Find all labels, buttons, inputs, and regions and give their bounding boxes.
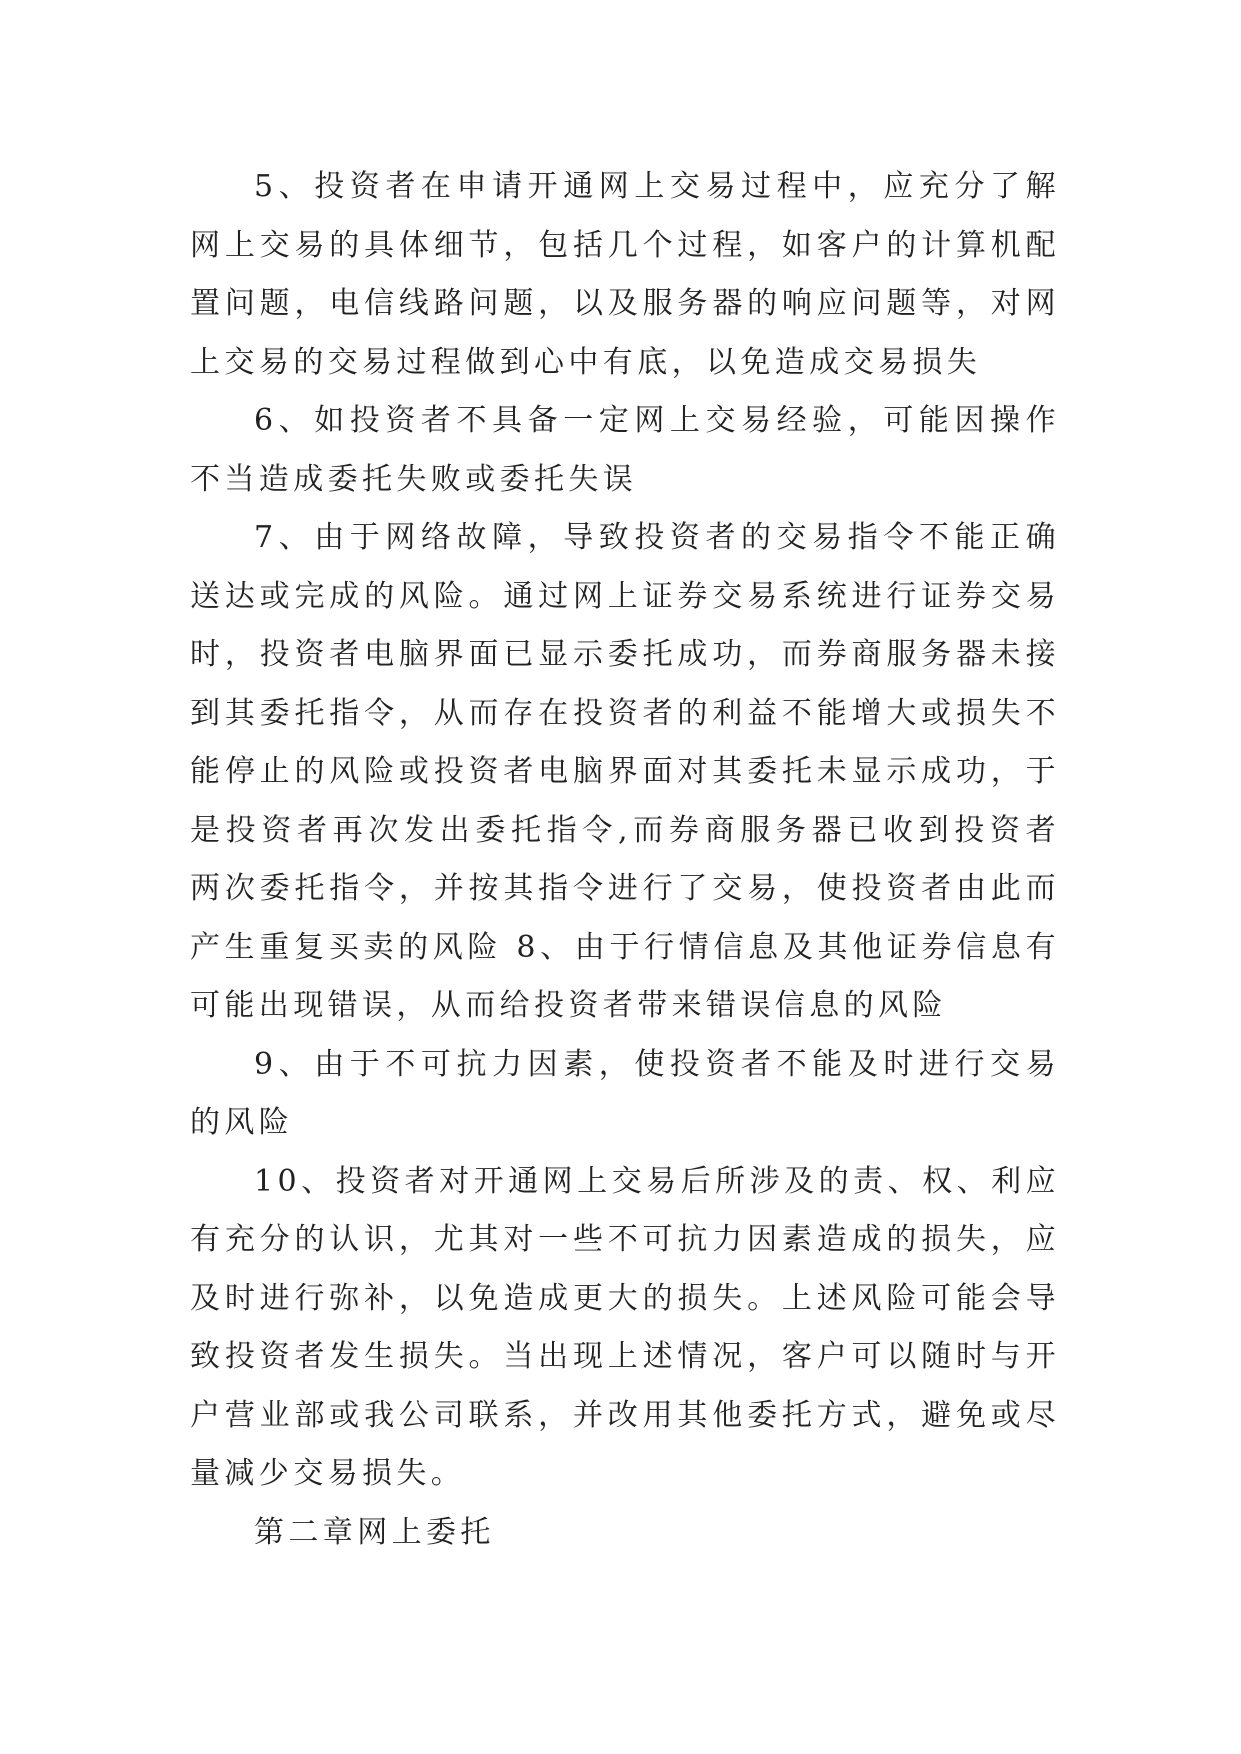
- paragraph-item-6: 6、如投资者不具备一定网上交易经验，可能因操作不当造成委托失败或委托失误: [190, 403, 1060, 497]
- paragraph-item-5: 5、投资者在申请开通网上交易过程中，应充分了解网上交易的具体细节，包括几个过程，如客户的计算机配置问题，电信线路问题，以及服务器的响应问题等，对网上交易的交易过程做到心中有底，以免造成交易损失: [190, 169, 1060, 380]
- chapter-heading: 第二章网上委托: [254, 1514, 495, 1550]
- paragraph-item-7: 7、由于网络故障，导致投资者的交易指令不能正确送达或完成的风险。通过网上证券交易系统进行证券交易时，投资者电脑界面已显示委托成功，而券商服务器未接到其委托指令，从而存在投资者的利益不能增大或损失不能停止的风险或投资者电脑界面对其委托未显示成功，于是投资者再次发出委托指令,而券商服务器已收到投资者两次委托指令，并按其指令进行了交易，使投资者由此而产生重复买卖的风险 8、由于行情信息及其他证券信息有可能出现错误，从而给投资者带来错误信息的风险: [190, 520, 1060, 1023]
- paragraph-item-9: 9、由于不可抗力因素，使投资者不能及时进行交易的风险: [190, 1046, 1060, 1140]
- document-body: [190, 158, 1060, 1562]
- paragraph-item-10: 10、投资者对开通网上交易后所涉及的责、权、利应有充分的认识，尤其对一些不可抗力因素造成的损失，应及时进行弥补，以免造成更大的损失。上述风险可能会导致投资者发生损失。当出现上述情况，客户可以随时与开户营业部或我公司联系，并改用其他委托方式，避免或尽量减少交易损失。: [190, 1163, 1060, 1491]
